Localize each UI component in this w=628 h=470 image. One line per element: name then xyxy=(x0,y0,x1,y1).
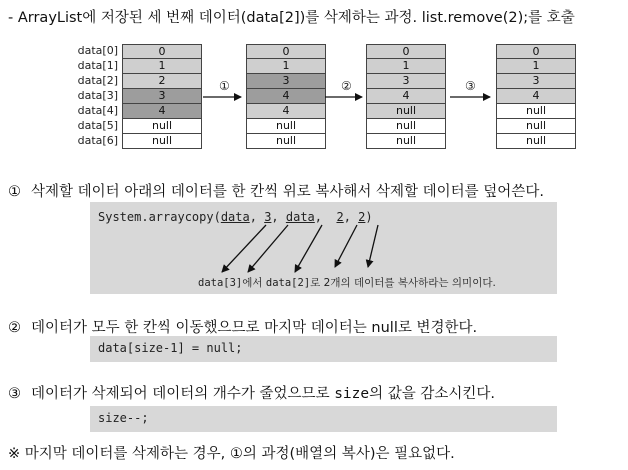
array-cell: null xyxy=(122,134,202,149)
section-1-text: 삭제할 데이터 아래의 데이터를 한 칸씩 위로 복사해서 삭제할 데이터를 덮어쓴다. xyxy=(31,184,544,200)
row-label: data[0] xyxy=(77,44,118,57)
section-2-text: 데이터가 모두 한 칸씩 이동했으므로 마지막 데이터는 null로 변경한다. xyxy=(31,320,478,336)
array-cell: 0 xyxy=(366,44,446,59)
pointer-arrow-destpos xyxy=(335,225,357,267)
section-2-number: ② xyxy=(8,320,21,336)
array-cell: 3 xyxy=(246,74,326,89)
note-src: data[3] xyxy=(198,277,243,289)
step-marker-2: ② xyxy=(341,79,352,93)
array-cell: null xyxy=(366,119,446,134)
pointer-arrow-length xyxy=(368,225,378,267)
code-prefix: System.arraycopy( xyxy=(98,210,221,224)
code-arraycopy: System.arraycopy(data, 3, data, 2, 2) xyxy=(98,210,373,224)
row-label: data[4] xyxy=(77,104,118,117)
section-1-number: ① xyxy=(8,184,21,200)
array-cell: 1 xyxy=(246,59,326,74)
pointer-arrow-srcpos xyxy=(248,225,288,272)
array-cell: 4 xyxy=(246,104,326,119)
array-cell: 0 xyxy=(122,44,202,59)
array-cell: null xyxy=(246,134,326,149)
array-cell: null xyxy=(122,119,202,134)
array-cell: 1 xyxy=(496,59,576,74)
array-cell: 4 xyxy=(122,104,202,119)
array-cell: 0 xyxy=(246,44,326,59)
pointer-arrow-dest xyxy=(295,225,322,272)
section-3-text-a: 데이터가 삭제되어 데이터의 개수가 줄었으므로 xyxy=(31,386,335,402)
array-cell: null xyxy=(366,134,446,149)
row-label: data[6] xyxy=(77,134,118,147)
array-cell: 3 xyxy=(496,74,576,89)
pointer-arrow-src xyxy=(222,225,266,272)
section-3-number: ③ xyxy=(8,386,21,402)
section-3-text-b: 의 값을 감소시킨다. xyxy=(369,386,495,402)
array-cell: null xyxy=(496,119,576,134)
array-cell: 3 xyxy=(366,74,446,89)
code-set-null: data[size-1] = null; xyxy=(98,341,243,355)
array-cell: 1 xyxy=(366,59,446,74)
note-rest: 로 2개의 데이터를 복사하라는 의미이다. xyxy=(310,277,496,289)
array-cell: null xyxy=(366,104,446,119)
code-arg-length: 2 xyxy=(358,210,366,224)
page-title: - ArrayList에 저장된 세 번째 데이터(data[2])를 삭제하는 과정. list.remove(2);를 호출 xyxy=(8,10,575,26)
array-cell: 4 xyxy=(496,89,576,104)
array-cell: 1 xyxy=(122,59,202,74)
footer-note: ※ 마지막 데이터를 삭제하는 경우, ①의 과정(배열의 복사)은 필요없다. xyxy=(8,446,455,462)
array-cell: 2 xyxy=(122,74,202,89)
step-marker-3: ③ xyxy=(465,79,476,93)
array-cell: null xyxy=(246,119,326,134)
array-cell: 3 xyxy=(122,89,202,104)
note-dest: data[2] xyxy=(265,277,311,289)
array-cell: 0 xyxy=(496,44,576,59)
code-arg-srcpos: 3 xyxy=(264,210,272,224)
array-cell: null xyxy=(496,134,576,149)
note-from: 에서 xyxy=(242,277,266,289)
row-label: data[3] xyxy=(77,89,118,102)
code-arg-dest: data xyxy=(285,210,315,224)
array-cell: 4 xyxy=(366,89,446,104)
section-3-size: size xyxy=(334,386,370,402)
code-decrement-size: size--; xyxy=(98,411,149,425)
row-label: data[2] xyxy=(77,74,118,87)
array-cell: null xyxy=(496,104,576,119)
row-label: data[1] xyxy=(77,59,118,72)
step-marker-1: ① xyxy=(219,79,230,93)
code-arg-destpos: 2 xyxy=(336,210,344,224)
code-arg-src: data xyxy=(220,210,250,224)
row-label: data[5] xyxy=(77,119,118,132)
array-cell: 4 xyxy=(246,89,326,104)
